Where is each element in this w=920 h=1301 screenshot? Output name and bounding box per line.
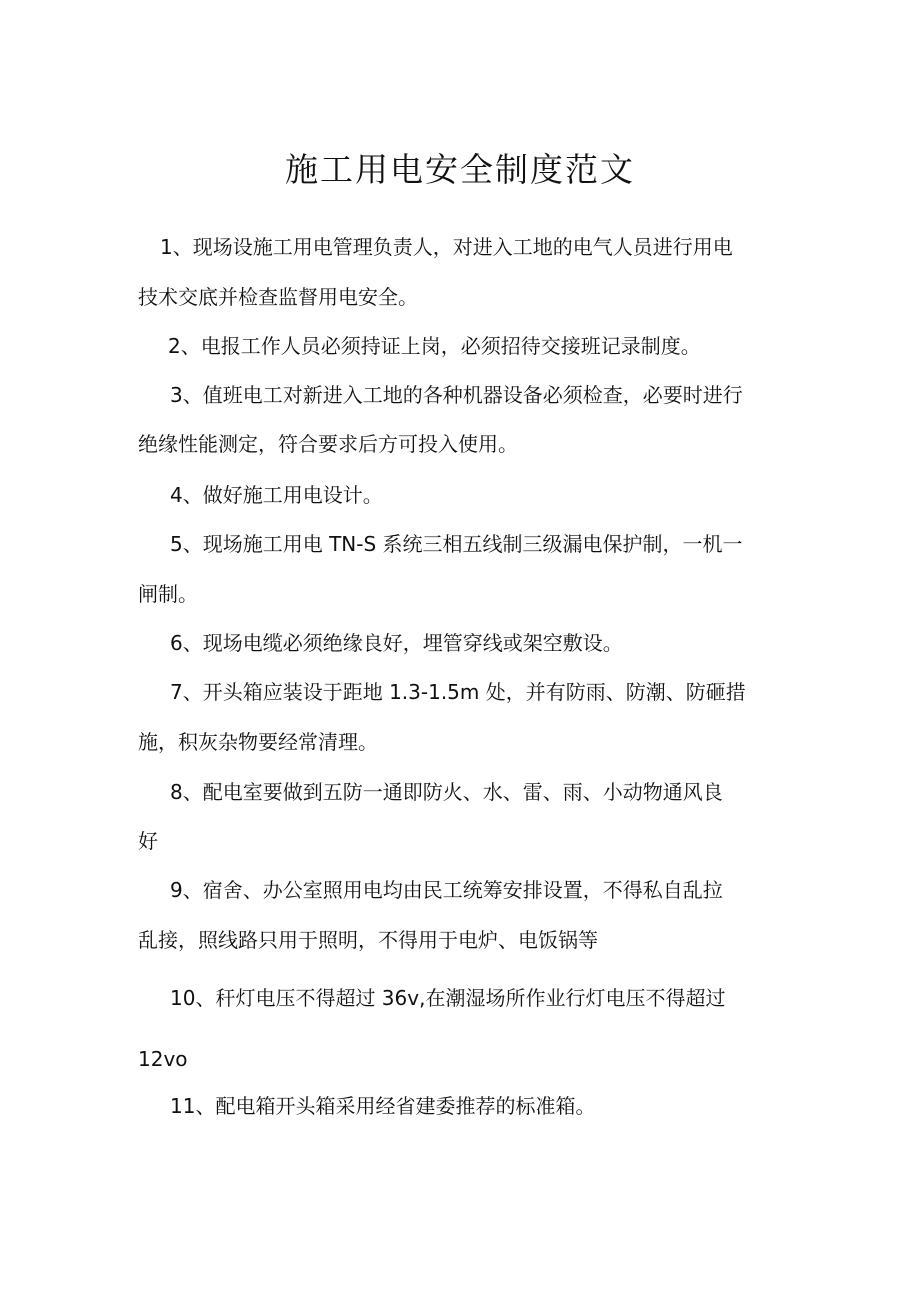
item-11-line-1: 11、配电箱开头箱采用经省建委推荐的标准箱。 bbox=[170, 1094, 596, 1118]
item-10-line-2: 12vo bbox=[138, 1047, 188, 1071]
item-8-line-2: 好 bbox=[138, 829, 158, 853]
item-10-line-1: 10、秆灯电压不得超过 36v,在潮湿场所作业行灯电压不得超过 bbox=[170, 986, 726, 1010]
item-3-line-1: 3、值班电工对新进入工地的各种机器设备必须检查，必要时进行 bbox=[170, 383, 743, 407]
item-1-line-1: 1、现场设施工用电管理负责人，对进入工地的电气人员进行用电 bbox=[160, 235, 733, 259]
document-title: 施工用电安全制度范文 bbox=[285, 150, 635, 189]
item-8-line-1: 8、配电室要做到五防一通即防火、水、雷、雨、小动物通风良 bbox=[170, 780, 723, 804]
item-6-line-1: 6、现场电缆必须绝缘良好，埋管穿线或架空敷设。 bbox=[170, 631, 623, 655]
item-7-line-2: 施，积灰杂物要经常清理。 bbox=[138, 730, 378, 754]
item-4-line-1: 4、做好施工用电设计。 bbox=[170, 483, 383, 507]
item-1-line-2: 技术交底并检查监督用电安全。 bbox=[138, 285, 418, 309]
item-2-line-1: 2、电报工作人员必须持证上岗，必须招待交接班记录制度。 bbox=[168, 334, 701, 358]
item-9-line-1: 9、宿舍、办公室照用电均由民工统筹安排设置，不得私自乱拉 bbox=[170, 878, 723, 902]
item-3-line-2: 绝缘性能测定，符合要求后方可投入使用。 bbox=[138, 432, 518, 456]
item-5-line-1: 5、现场施工用电 TN-S 系统三相五线制三级漏电保护制，一机一 bbox=[170, 532, 743, 556]
item-9-line-2: 乱接，照线路只用于照明，不得用于电炉、电饭锅等 bbox=[138, 928, 598, 952]
item-7-line-1: 7、开头箱应装设于距地 1.3-1.5m 处，并有防雨、防潮、防砸措 bbox=[170, 680, 746, 704]
item-5-line-2: 闸制。 bbox=[138, 582, 198, 606]
